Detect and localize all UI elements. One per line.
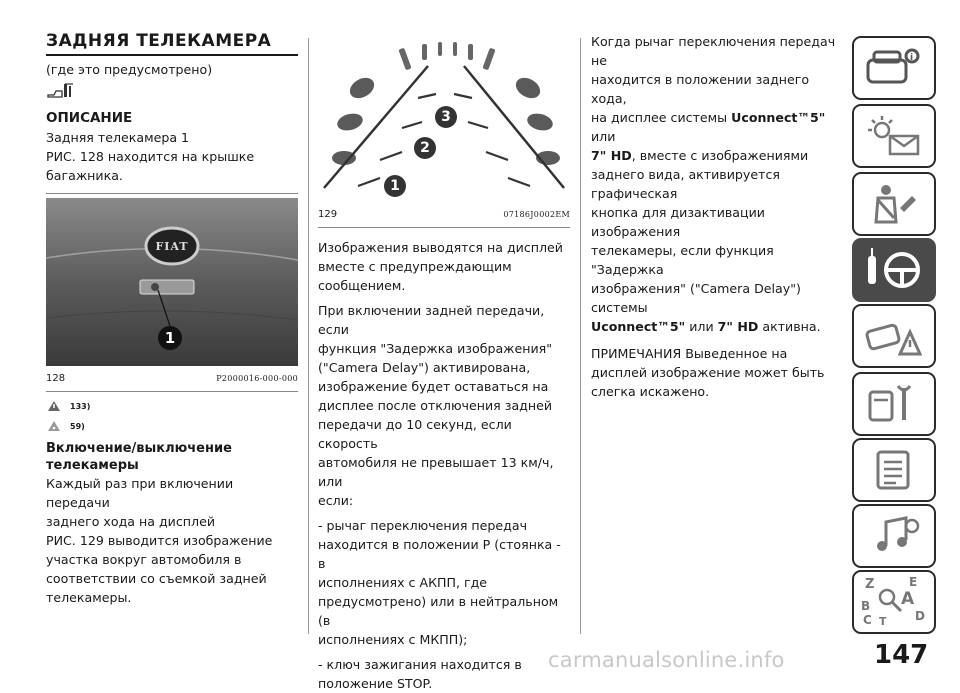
left-column (46, 30, 298, 607)
body-line: РИС. 129 выводится изображение (46, 533, 273, 548)
index-search-icon: Z E B A C T D (861, 575, 925, 628)
body-line: дисплее после отключения задней (318, 398, 553, 413)
right-column (591, 32, 843, 401)
fiat-logo: FIAT (155, 240, 189, 253)
body-line: телекамеры, если функция "Задержка (591, 243, 774, 277)
warning-reference (46, 398, 298, 414)
body-line: соответствии со съемкой задней (46, 571, 267, 586)
warning-reference (46, 418, 298, 434)
body-line: кнопка для дизактивации изображения (591, 205, 765, 239)
specs-list-icon (864, 448, 924, 492)
body-line: если: (318, 493, 354, 508)
tab-warning-lights[interactable] (852, 104, 936, 168)
middle-column (318, 38, 570, 693)
figure-code: P2000016-000-000 (216, 374, 298, 383)
body-line: ("Camera Delay") активирована, (318, 360, 531, 375)
body-line: на дисплее системы Uconnect™5" или (591, 110, 826, 144)
seatbelt-airbag-icon (864, 182, 924, 226)
desc-line: багажника. (46, 168, 123, 183)
column-divider (308, 38, 309, 634)
body-line: функция "Задержка изображения" (318, 341, 553, 356)
body-line: Изображения выводятся на дисплей (318, 240, 563, 255)
body-line: изображение будет оставаться на (318, 379, 549, 394)
maintenance-tools-icon (864, 382, 924, 426)
watermark: carmanualsonline.info (548, 648, 785, 672)
heading-onoff: Включение/выключение телекамеры (46, 441, 232, 473)
steering-key-icon (862, 246, 926, 294)
column-divider (580, 38, 581, 634)
body-line: находится в положении заднего хода, (591, 72, 810, 106)
note-line: дисплей изображение может быть (591, 365, 825, 380)
body-line: автомобиля не превышает 13 км/ч, или (318, 455, 554, 489)
subtitle: (где это предусмотрено) (46, 62, 213, 77)
body-line: изображения" ("Camera Delay") системы (591, 281, 801, 315)
marker-badge: 1 (384, 175, 406, 197)
body-line: исполнениях с АКПП, где (318, 575, 488, 590)
tab-emergency[interactable] (852, 304, 936, 368)
body-line: вместе с предупреждающим (318, 259, 512, 274)
warning-ref-number: 133) (70, 401, 91, 411)
body-line: Когда рычаг переключения передач не (591, 34, 836, 68)
tab-index[interactable] (852, 570, 936, 634)
body-line: заднего вида, активируется графическая (591, 167, 780, 201)
body-line: Uconnect™5" или 7" HD активна. (591, 319, 821, 334)
desc-line: РИС. 128 находится на крышке (46, 149, 255, 164)
tab-safety[interactable] (852, 172, 936, 236)
body-line: предусмотрено) или в нейтральном (в (318, 594, 559, 628)
body-line: - ключ зажигания находится в (318, 657, 522, 672)
car-dashboard-icon (864, 46, 924, 90)
tab-technical-data[interactable] (852, 438, 936, 502)
heading-description: ОПИСАНИЕ (46, 110, 133, 126)
body-line: Каждый раз при включении передачи (46, 476, 234, 510)
body-line: сообщением. (318, 278, 406, 293)
note-line: ПРИМЕЧАНИЯ Выведенное на (591, 346, 788, 361)
body-line: положение STOP. (318, 676, 433, 691)
tab-dashboard[interactable] (852, 36, 936, 100)
body-line: передачи до 10 секунд, если скорость (318, 417, 512, 451)
camera-equipment-icon (46, 81, 298, 103)
body-line: исполнениях с МКПП); (318, 632, 468, 647)
note-line: слегка искажено. (591, 384, 710, 399)
figure-128-caption (46, 368, 298, 392)
desc-line: Задняя телекамера 1 (46, 130, 190, 145)
svg-text:i: i (910, 53, 914, 63)
figure-129-caption (318, 204, 570, 228)
callout-badge: 1 (158, 326, 182, 350)
body-line: - рычаг переключения передач (318, 518, 528, 533)
figure-128-trunk-photo (46, 198, 298, 366)
caution-hand-icon (46, 419, 64, 433)
emergency-triangle-icon (864, 314, 924, 358)
body-line: заднего хода на дисплей (46, 514, 216, 529)
warning-ref-number: 59) (70, 421, 85, 431)
warning-hand-icon (46, 399, 64, 413)
tab-multimedia[interactable] (852, 504, 936, 568)
figure-number: 129 (318, 209, 338, 220)
figure-code: 07186J0002EM (503, 210, 570, 219)
marker-badge: 2 (414, 137, 436, 159)
body-line: 7" HD, вместе с изображениями (591, 148, 809, 163)
multimedia-icon (864, 514, 924, 558)
tab-starting-driving[interactable] (852, 238, 936, 302)
marker-badge: 3 (435, 106, 457, 128)
body-line: телекамеры. (46, 590, 132, 605)
body-line: находится в положении P (стоянка - в (318, 537, 561, 571)
body-line: При включении задней передачи, если (318, 303, 545, 337)
warning-lights-icon (864, 114, 924, 158)
figure-number: 128 (46, 373, 66, 384)
figure-129-parking-guide (318, 38, 570, 198)
section-title: ЗАДНЯЯ ТЕЛЕКАМЕРА (46, 30, 298, 56)
body-line: участка вокруг автомобиля в (46, 552, 242, 567)
tab-maintenance[interactable] (852, 372, 936, 436)
page-number: 147 (874, 640, 929, 670)
